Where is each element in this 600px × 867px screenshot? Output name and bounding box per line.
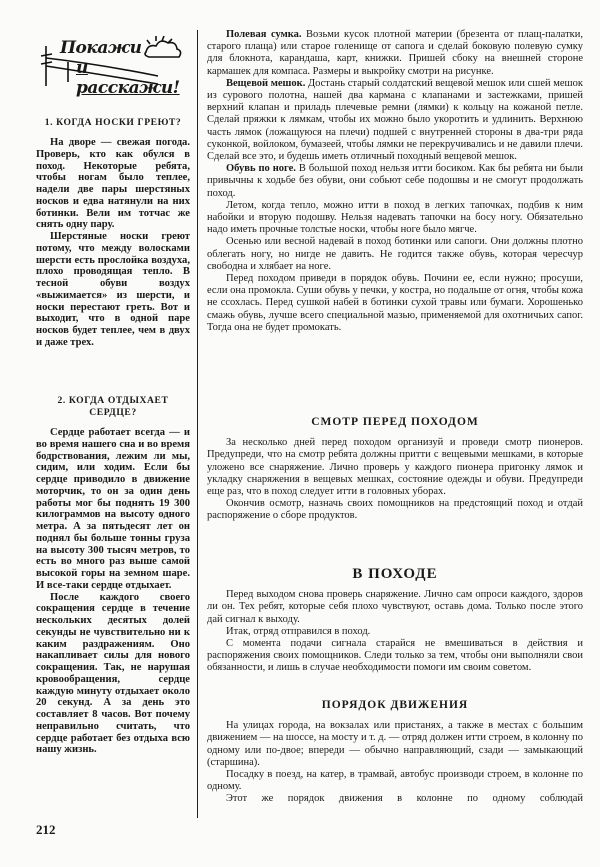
paragraph: Посадку в поезд, на катер, в трамвай, автобус производи строем, в колонне по одному. — [207, 769, 583, 793]
paragraph: Перед выходом снова проверь снаряжение. Лично сам опроси каждого, здоров ли он. Тех ребят, которые себя плохо чувствуют, оставь дома. Только после этого дай сигнал к выходу. — [207, 589, 583, 625]
paragraph-text: В большой поход нельзя итти босиком. Как бы ребята ни были привычны к ходьбе без обуви, они собьют себе подошвы и не смогут продолжать поход. — [207, 163, 584, 199]
paragraph: Перед походом приведи в порядок обувь. Почини ее, если нужно; просуши, если она промокла. Суши обувь у печки, у костра, но подальше от огня, чтобы кожа не ссохлась. Перед сушкой набей в ботинки сухой травы или бумаги. Хорошенько смажь обувь, лучше всего специальной мазью, применяемой для охотничьих сапог. Тогда она не будет промокать. — [207, 273, 583, 333]
paragraph-lead: Обувь по ноге. — [226, 163, 296, 175]
section-on-hike — [207, 568, 583, 675]
article-socks — [36, 117, 190, 349]
paragraph: За несколько дней перед походом организуй и проведи смотр пионеров. Предупреди, что на смотр ребята должны притти с вещевыми мешками, в которые уложено все снаряжение. Лично проверь у каждого пионера пригонку лямок и укладку снаряжения в вещевых мешках, состояние одежды и обуви. Предупреди еще раз, что в поход следует итти в головных уборах. — [207, 437, 583, 498]
paragraph: На дворе — свежая погода. Проверь, кто как обулся в поход. Некоторые ребята, чтобы ногам было теплее, надели две пары шерстяных носков и едва натянули на них ботинки. Вели им тотчас же снять одну пару. — [36, 137, 190, 231]
paragraph-lead: Полевая сумка. — [226, 29, 302, 40]
equipment-intro — [207, 29, 583, 334]
paragraph-text: Достань старый солдатский вещевой мешок или сшей мешок из сурового полотна, нашей два кармана с клапанами и застежками, пришей верхний клапан и приладь плечевые ремни (лямки) к кольцу на кожаной петле. Сделай пряжки к лямкам, чтобы их можно было укоротить и удлинить. Верхнюю часть лямок (ложащуюся на плечи) подшей с внутренней стороны в два-три ряда суконкой, войлоком, бумазеей, чтобы лямки не перекручивались и не давили плечи. Сделай все это, и будешь иметь отличный походный вещевой мешок. — [207, 77, 583, 163]
section-inspection — [207, 416, 583, 523]
section-heading: СМОТР ПЕРЕД ПОХОДОМ — [311, 416, 479, 428]
paragraph — [207, 78, 583, 163]
page-number: 212 — [36, 822, 56, 837]
paragraph: С момента подачи сигнала старайся не вмешиваться в действия и распоряжения своих помощников. Следи только за тем, чтобы они выполняли свои обязанности, и лишь в случае необходимости помоги им своим советом. — [207, 638, 583, 674]
paragraph-lead: Вещевой мешок. — [226, 77, 306, 89]
article-heart — [36, 395, 190, 756]
column-divider — [197, 30, 198, 818]
paragraph: Шерстяные носки греют потому, что между волосками шерсти есть прослойка воздуха, плохо проводящая тепло. В тесной обуви воздух «выжимается» из шерсти, и носки перестают греть. Вот и выходит, что в одной паре носков будет теплее, чем в двух и даже трех. — [36, 231, 190, 348]
paragraph: После каждого своего сокращения сердце в течение нескольких десятых долей секунды не чувствительно ни к каким раздражениям. Оно накапливает силы для нового сокращения. Так, не нарушая кровообращения, сердце каждую минуту отдыхает около 20 секунд. А за день это составляет 8 часов. Вот почему неправильно считать, что сердце работает без отдыха всю нашу жизнь. — [36, 591, 190, 756]
logo-text-line1: Покажи — [60, 38, 142, 58]
section-heading: 2. КОГДА ОТДЫХАЕТ СЕРДЦЕ? — [57, 395, 169, 418]
paragraph: Осенью или весной надевай в поход ботинки или сапоги. Они должны плотно облегать ногу, но нигде не давить. Не годится также обувь, которая чересчур свободна и хлябает на ноге. — [207, 236, 583, 272]
paragraph: Сердце работает всегда — и во время нашего сна и во время бодрствования, лежим ли мы, сидим, или ходим. Если бы сердце приводило в движение моторчик, то он за один день работы мог бы поднять 19 300 килограммов на высоту одного метра. А за пятьдесят лет он поднял бы больше тонны груза на высоту 300 тысяч метров, то есть во много раз выше самой высокой горы на земном шаре. И все-таки сердце отдыхает. — [36, 427, 190, 591]
section-logo — [38, 34, 188, 98]
paragraph — [207, 163, 583, 200]
paragraph: На улицах города, на вокзалах или пристанях, а также в местах с большим движением — на шоссе, на мосту и т. д. — отряд должен итти строем, в колонну по одному или по-двое; впереди — обычно направляющий, сзади — замыкающий (старшина). — [207, 720, 583, 768]
paragraph: Этот же порядок движения в колонне по одному соблюдай — [226, 793, 583, 805]
section-heading: В ПОХОДЕ — [352, 566, 438, 582]
section-movement-order — [207, 699, 583, 806]
paragraph-text: Возьми кусок плотной материи (брезента от плащ-палатки, старого плаща) или старое голенище от сапога и сделай боковую полевую сумку для блокнота, карандаша, карт, книжки. Пришей сбоку на внешней стороне кармашек для компаса. Размеры и выкройку смотри на рисунке. — [207, 29, 583, 77]
paragraph — [207, 29, 583, 78]
section-heading: 1. КОГДА НОСКИ ГРЕЮТ? — [44, 117, 182, 128]
paragraph: Окончив осмотр, назначь своих помощников на предстоящий поход и отдай распоряжение о сборе продуктов. — [207, 498, 583, 522]
paragraph: Летом, когда тепло, можно итти в поход в легких тапочках, подбив к ним набойки и вторую подошву. Нельзя надевать тапочки на босу ногу. Обязательно надо иметь прочные толстые носки, чтобы ноге было мягче. — [207, 199, 583, 236]
section-heading: ПОРЯДОК ДВИЖЕНИЯ — [321, 699, 469, 711]
paragraph: Итак, отряд отправился в поход. — [226, 625, 371, 637]
logo-text-line2: и расскажи! — [76, 58, 180, 98]
